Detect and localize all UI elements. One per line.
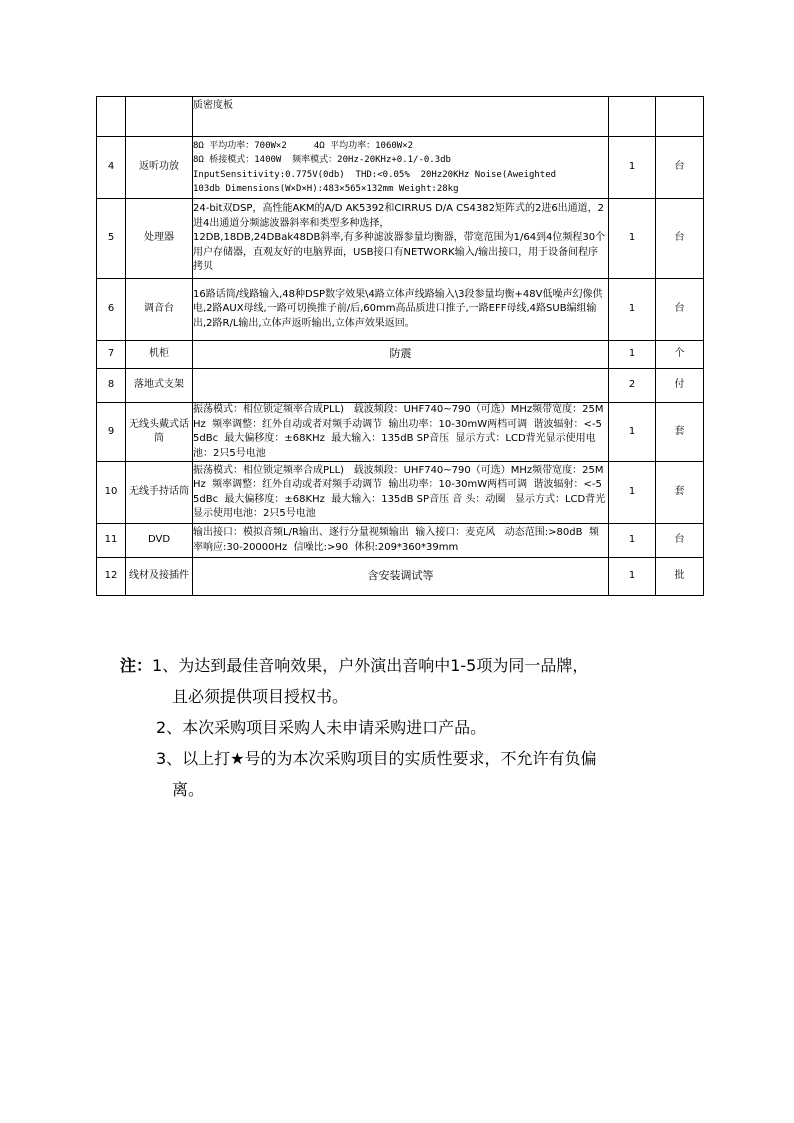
item-quantity: 1	[609, 462, 656, 524]
table-row	[97, 137, 704, 199]
item-quantity: 1	[609, 558, 656, 596]
item-name: 机柜	[126, 341, 193, 369]
item-parameters: 振荡模式：相位锁定频率合成PLL) 载波频段：UHF740~790（可选）MHz频带宽度：25MHz 频率调整：红外自动或者对频手动调节 输出功率：10-30mW两档可调 谐波辐射：<-55dBc 最大偏移度：±68KHz 最大输入：135dB SP音压 音 头：动圈 显示方式：LCD背光显示使用电池：2只5号电池	[193, 462, 609, 524]
item-number: 11	[97, 524, 126, 558]
note-3-continuation: 离。	[172, 780, 205, 799]
note-1-text: 1、为达到最佳音响效果，户外演出音响中1-5项为同一品牌，	[152, 656, 589, 675]
table-row	[97, 341, 704, 369]
spec-table-body	[97, 97, 704, 596]
item-name: 无线手持话筒	[126, 462, 193, 524]
note-line-1	[120, 650, 700, 681]
item-number: 4	[97, 137, 126, 199]
item-number: 6	[97, 279, 126, 341]
table-row	[97, 279, 704, 341]
item-unit: 个	[656, 341, 704, 369]
item-parameters: 16路话筒/线路输入,48种DSP数字效果\4路立体声线路输入\3段参量均衡+48V低噪声幻像供电,2路AUX母线,一路可切换推子前/后,60mm高品质进口推子,一路EFF母线,4路SUB编组输出,2路R/L输出,立体声返听输出,立体声效果返回。	[193, 279, 609, 341]
item-parameters: 8Ω 平均功率：700W×2 4Ω 平均功率：1060W×2 8Ω 桥接模式：1400W 频率模式：20Hz-20KHz+0.1/-0.3db InputSensitivity:0.775V(0db) THD:<0.05% 20Hz20KHz Noise(Aweighted 103db Dimensions(W×D×H):483×565×132mm Weight:28kg	[193, 137, 609, 199]
note-1-continuation: 且必须提供项目授权书。	[172, 687, 349, 706]
item-quantity: 1	[609, 341, 656, 369]
table-row	[97, 462, 704, 524]
item-name	[126, 97, 193, 137]
item-quantity: 1	[609, 137, 656, 199]
item-parameters: 振荡模式：相位锁定频率合成PLL) 载波频段：UHF740~790（可选）MHz频带宽度：25MHz 频率调整：红外自动或者对频手动调节 输出功率：10-30mW两档可调 谐波辐射：<-55dBc 最大偏移度：±68KHz 最大输入：135dB SP音压 显示方式：LCD背光显示使用电池：2只5号电池	[193, 403, 609, 462]
item-number: 7	[97, 341, 126, 369]
item-parameters: 24-bit双DSP，高性能AKM的A/D AK5392和CIRRUS D/A CS4382矩阵式的2进6出通道，2进4出通道分频滤波器斜率和类型多种选择， 12DB,18DB,24DBak48DB斜率,有多种滤波器参量均衡器，带宽范围为1/64到4位频程30个用户存储器，直观友好的电脑界面，USB接口有NETWORK输入/输出接口，用于设备间程序拷贝	[193, 199, 609, 279]
table-row	[97, 558, 704, 596]
item-quantity	[609, 97, 656, 137]
item-number: 9	[97, 403, 126, 462]
item-quantity: 1	[609, 524, 656, 558]
item-number	[97, 97, 126, 137]
item-parameters: 质密度板	[193, 97, 609, 137]
note-2-text: 2、本次采购项目采购人未申请采购进口产品。	[156, 718, 487, 737]
item-number: 12	[97, 558, 126, 596]
equipment-spec-table	[96, 96, 704, 596]
table-row	[97, 403, 704, 462]
item-number: 8	[97, 369, 126, 403]
item-quantity: 1	[609, 279, 656, 341]
item-name: 处理器	[126, 199, 193, 279]
note-heading: 注：	[120, 656, 153, 675]
item-unit: 台	[656, 199, 704, 279]
item-name: 落地式支架	[126, 369, 193, 403]
table-row	[97, 369, 704, 403]
item-quantity: 2	[609, 369, 656, 403]
item-parameters: 含安装调试等	[193, 558, 609, 596]
item-parameters: 防震	[193, 341, 609, 369]
item-unit: 批	[656, 558, 704, 596]
item-quantity: 1	[609, 403, 656, 462]
item-name: DVD	[126, 524, 193, 558]
notes-section	[120, 650, 700, 805]
item-name: 返听功放	[126, 137, 193, 199]
table-row	[97, 97, 704, 137]
item-unit: 台	[656, 524, 704, 558]
item-unit: 付	[656, 369, 704, 403]
note-3-text: 3、以上打★号的为本次采购项目的实质性要求，不允许有负偏	[156, 749, 597, 768]
item-parameters: 输出接口：模拟音频L/R输出、逐行分量视频输出 输入接口：麦克风 动态范围:>80dB 频率响应:30-20000Hz 信噪比:>90 体积:209*360*39mm	[193, 524, 609, 558]
item-name: 调音台	[126, 279, 193, 341]
item-unit: 套	[656, 462, 704, 524]
item-name: 线材及接插件	[126, 558, 193, 596]
item-name: 无线头戴式话筒	[126, 403, 193, 462]
item-unit: 套	[656, 403, 704, 462]
item-quantity: 1	[609, 199, 656, 279]
item-number: 5	[97, 199, 126, 279]
item-unit: 台	[656, 137, 704, 199]
item-parameters	[193, 369, 609, 403]
item-unit: 台	[656, 279, 704, 341]
table-row	[97, 524, 704, 558]
table-row	[97, 199, 704, 279]
item-unit	[656, 97, 704, 137]
item-number: 10	[97, 462, 126, 524]
